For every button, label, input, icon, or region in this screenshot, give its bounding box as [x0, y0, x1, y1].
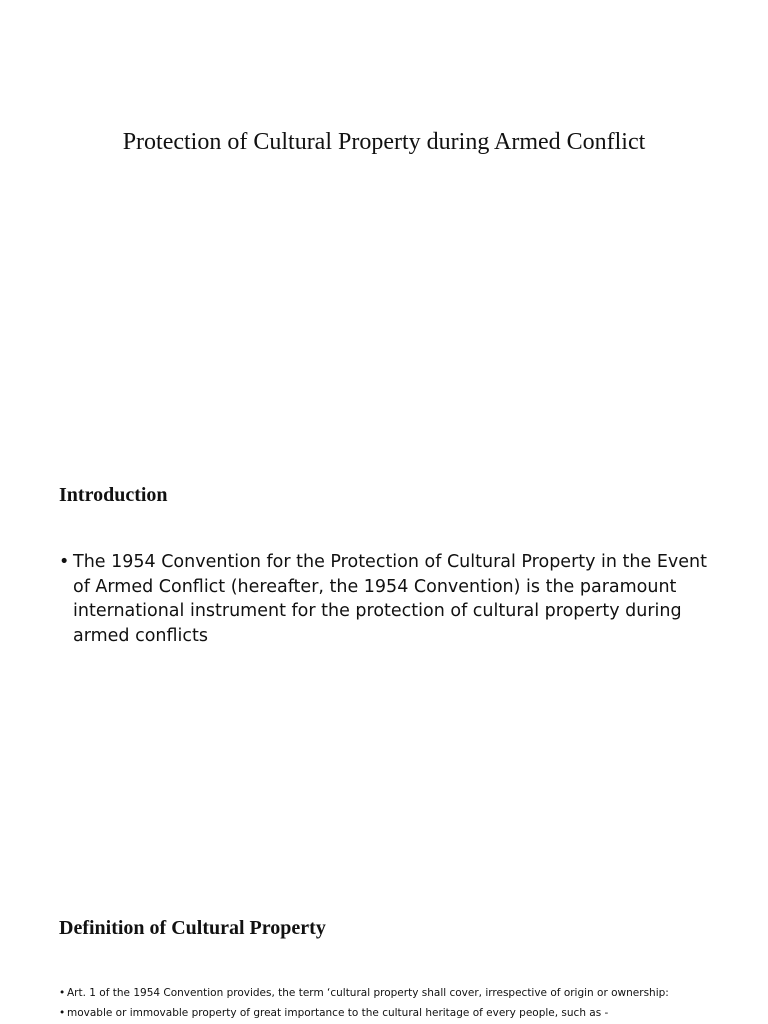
list-item: • movable or immovable property of great importance to the cultural heritage of every people, such as -: [59, 1003, 749, 1023]
presentation-title: Protection of Cultural Property during Armed Conflict: [122, 129, 646, 155]
introduction-heading: Introduction: [59, 484, 168, 506]
definition-bullet-list: [59, 983, 749, 1023]
title-slide: [0, 0, 768, 430]
list-item: • The 1954 Convention for the Protection of Cultural Property in the Event of Armed Conflict (hereafter, the 1954 Convention) is the paramount international instrument for the protection of cultural property during armed conflicts: [59, 550, 709, 648]
introduction-bullet-list: [59, 550, 709, 648]
definition-heading: Definition of Cultural Property: [59, 917, 326, 939]
list-item: • Art. 1 of the 1954 Convention provides, the term ‘cultural property shall cover, irrespective of origin or ownership:: [59, 983, 749, 1003]
